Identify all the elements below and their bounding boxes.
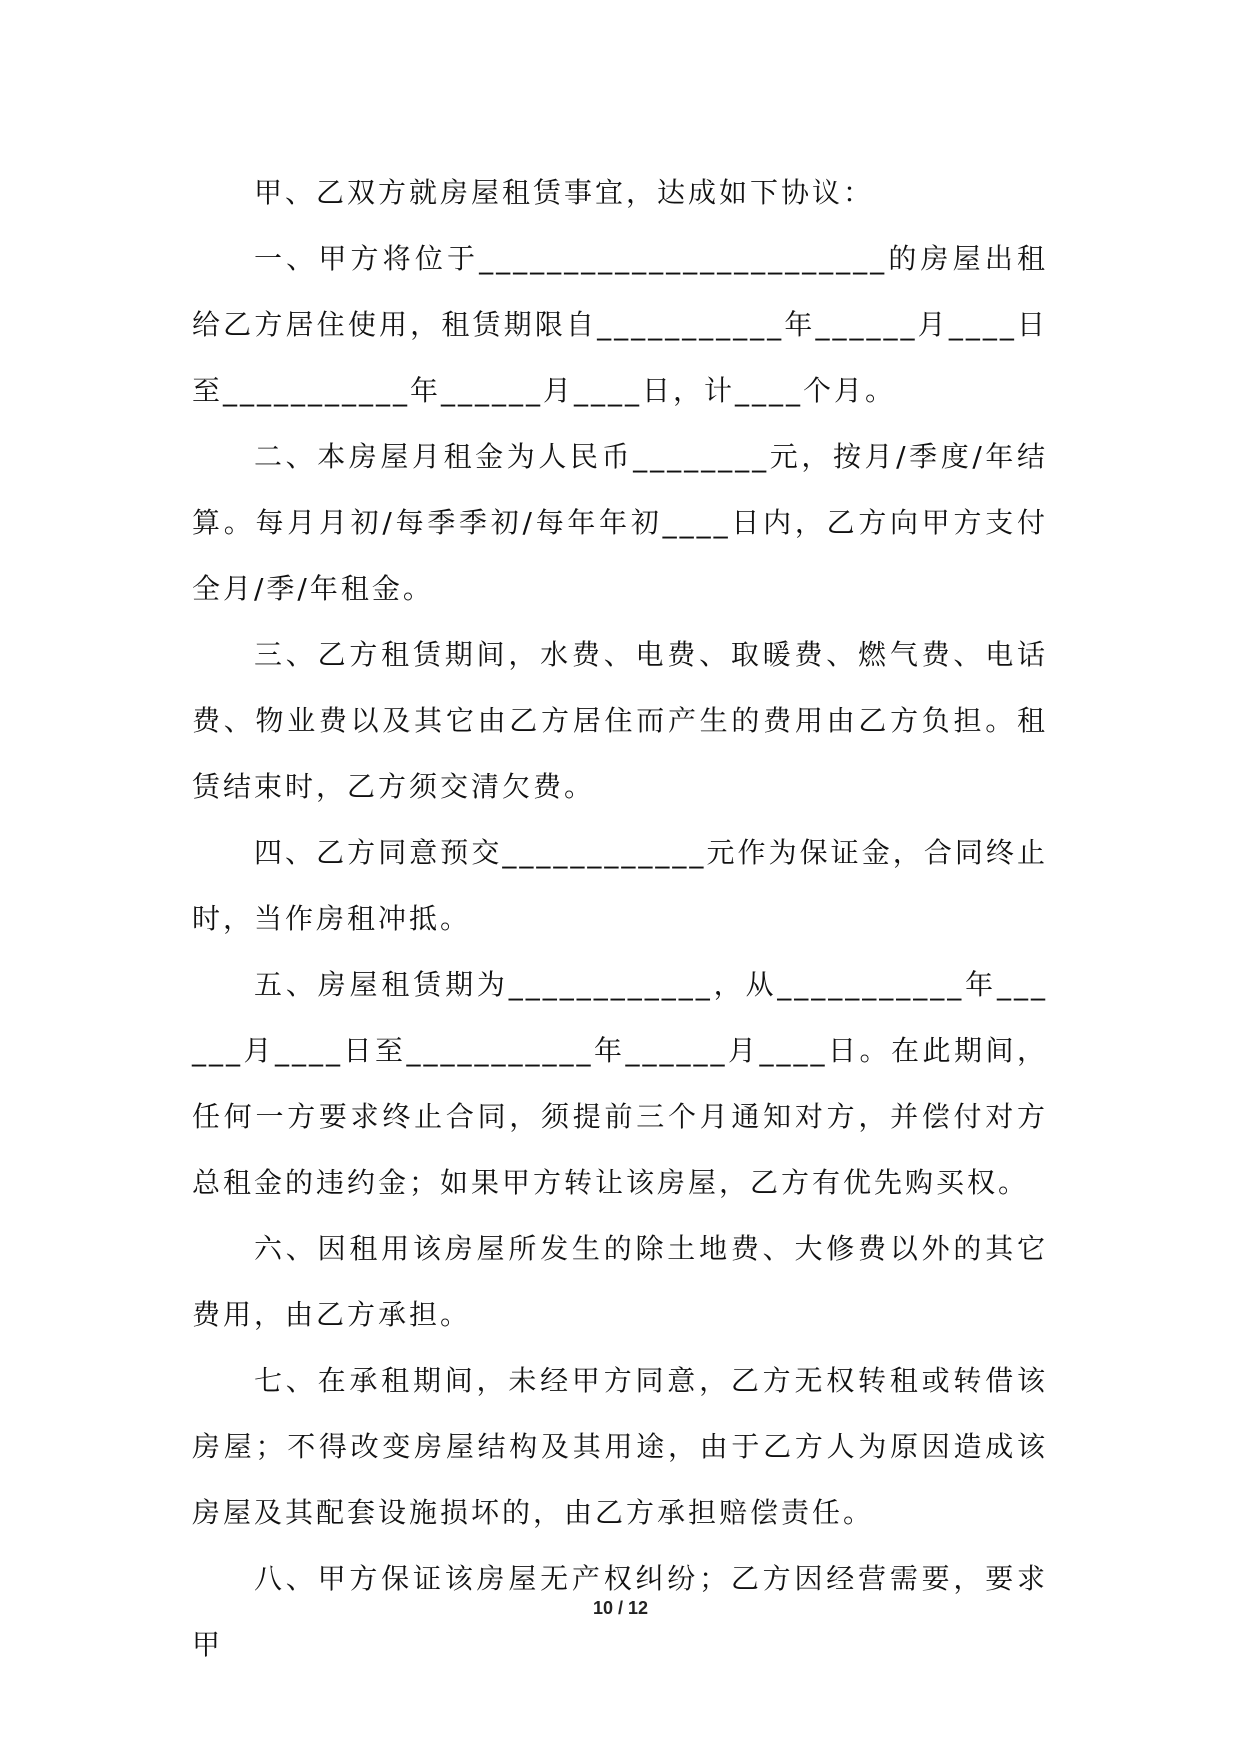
paragraph-intro: 甲、乙双方就房屋租赁事宜，达成如下协议： bbox=[254, 176, 875, 209]
contract-body bbox=[192, 160, 1048, 1678]
clause-8-title-dispute: 八、甲方保证该房屋无产权纠纷；乙方因经营需要，要求甲 bbox=[192, 1562, 1048, 1661]
page-number: 10 / 12 bbox=[592, 1598, 649, 1618]
clause-5-lease-period: 五、房屋租赁期为____________，从___________年______月____日至___________年______月____日。在此期间，任何一方要求终止合同，须提前三个月通知对方，并偿付对方总租金的违约金；如果甲方转让该房屋，乙方有优先购买权。 bbox=[192, 968, 1048, 1199]
clause-1-location-term: 一、甲方将位于________________________的房屋出租给乙方居住使用，租赁期限自___________年______月____日至___________年______月____日，计____个月。 bbox=[192, 242, 1048, 407]
clause-4-deposit: 四、乙方同意预交____________元作为保证金，合同终止时，当作房租冲抵。 bbox=[192, 836, 1048, 935]
clause-2-rent: 二、本房屋月租金为人民币________元，按月/季度/年结算。每月月初/每季季初/每年年初____日内，乙方向甲方支付全月/季/年租金。 bbox=[192, 440, 1048, 605]
clause-7-sublease: 七、在承租期间，未经甲方同意，乙方无权转租或转借该房屋；不得改变房屋结构及其用途，由于乙方人为原因造成该房屋及其配套设施损坏的，由乙方承担赔偿责任。 bbox=[192, 1364, 1048, 1529]
clause-6-other-costs: 六、因租用该房屋所发生的除土地费、大修费以外的其它费用，由乙方承担。 bbox=[192, 1232, 1048, 1331]
clause-3-fees: 三、乙方租赁期间，水费、电费、取暖费、燃气费、电话费、物业费以及其它由乙方居住而产生的费用由乙方负担。租赁结束时，乙方须交清欠费。 bbox=[192, 638, 1048, 803]
